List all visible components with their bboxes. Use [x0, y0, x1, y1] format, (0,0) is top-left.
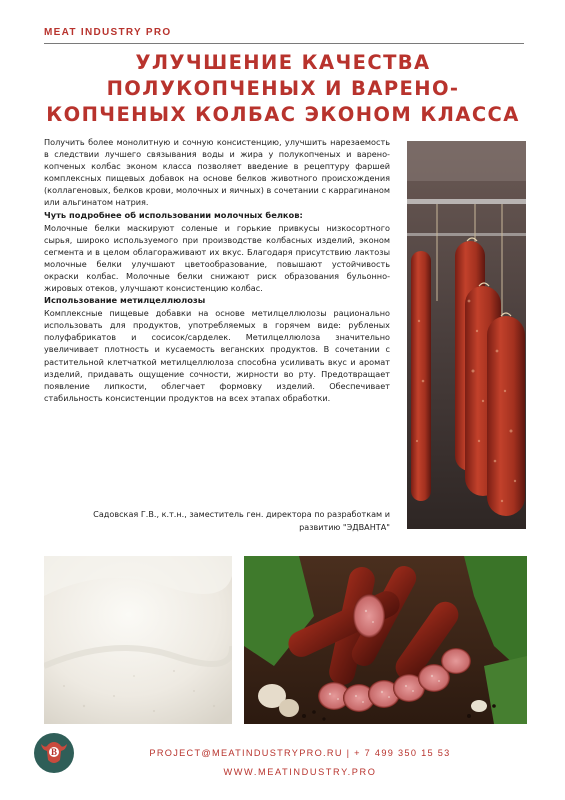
intro-paragraph: Получить более монолитную и сочную консистенцию, улучшить нарезаемость в следствии лучшего связывания воды и жира у полукопченых и варено-копченых колбас эконом класса позволяет введение в рецептуру фаршей комплексных пищевых добавок на основе белков животного происхождения (коллагеновых, белков крови, молочных и яичных) в сочетании с каррагинаном или альгинатом натрия.: [44, 137, 390, 208]
title-line-2: ПОЛУКОПЧЕНЫХ И ВАРЕНО-: [106, 77, 460, 100]
brand-divider: [44, 43, 524, 44]
contact-line[interactable]: PROJECT@MEATINDUSTRYPRO.RU | + 7 499 350 15 53: [149, 748, 451, 758]
website-link[interactable]: WWW.MEATINDUSTRY.PRO: [223, 767, 377, 777]
section-heading-milk-proteins: Чуть подробнее об использовании молочных белков:: [44, 209, 303, 220]
methylcellulose-paragraph: Комплексные пищевые добавки на основе метилцеллюлозы рационально использовать для продуктов, употребляемых в горячем виде: рубленых полуфабрикатов и сосисок/сарделек. Метилцеллюлоза значительно увеличивает плотность и кусаемость веганских продуктов. В сочетании с растительной клетчаткой метилцеллюлоза способна усиливать вкус и аромат изделий, придавать ощущение сочности, жирности во рту. Предотвращает появление липкости, облегчает формовку изделий. Обеспечивает стабильность консистенции продуктов на всех этапах обработки.: [44, 308, 390, 403]
title-line-3: КОПЧЕНЫХ КОЛБАС ЭКОНОМ КЛАССА: [46, 103, 520, 126]
bull-logo: [33, 732, 75, 774]
author-line-1: Садовская Г.В., к.т.н., заместитель ген. директора по разработкам и: [93, 509, 390, 519]
article-body: [44, 136, 390, 404]
author-line-2: развитию "ЭДВАНТА": [299, 521, 390, 532]
article-title: [40, 50, 526, 128]
logo-letter: B: [50, 747, 57, 757]
brand-label: MEAT INDUSTRY PRO: [44, 27, 172, 38]
milk-proteins-paragraph: Молочные белки маскируют соленые и горькие привкусы низкосортного сырья, широко используемого при производстве колбасных изделий, эконом сегмента и в целом облагораживают их вкус. Благодаря присутствию лактозы молочные белки улучшают цветообразование, повышают устойчивость окраски колбас. Молочные белки снижают риск образования бульонно-жировых отеков, улучшают консистенцию колбас.: [44, 222, 390, 294]
title-line-1: УЛУЧШЕНИЕ КАЧЕСТВА: [135, 51, 431, 74]
section-heading-methylcellulose: Использование метилцеллюлозы: [44, 295, 206, 306]
author-credit: [70, 508, 390, 533]
protein-powder-photo: [44, 556, 232, 724]
hanging-sausages-photo: [407, 141, 526, 529]
sliced-sausage-photo: [244, 556, 527, 724]
